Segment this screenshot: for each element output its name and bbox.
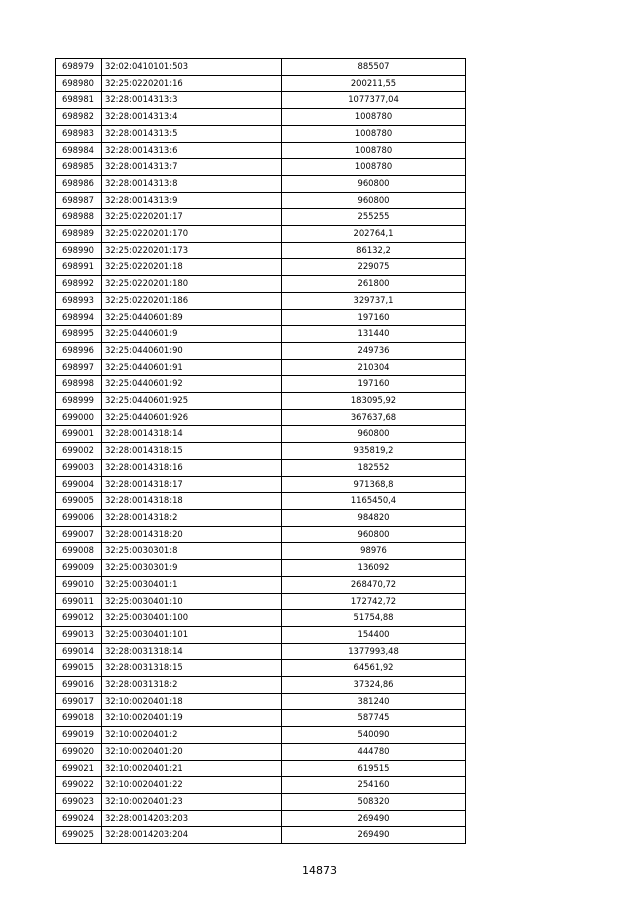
cadastral-value-cell: 1008780 — [282, 159, 466, 176]
row-id-cell: 698999 — [56, 393, 102, 410]
cadastral-value-cell: 200211,55 — [282, 75, 466, 92]
table-row — [56, 426, 466, 443]
cadastral-value-cell: 202764,1 — [282, 226, 466, 243]
table-row — [56, 743, 466, 760]
table-row — [56, 175, 466, 192]
cadastral-value-cell: 268470,72 — [282, 576, 466, 593]
cadastral-value-cell: 381240 — [282, 693, 466, 710]
cadastral-number-cell: 32:25:0440601:926 — [102, 409, 282, 426]
cadastral-value-table — [55, 58, 466, 844]
cadastral-value-cell: 261800 — [282, 276, 466, 293]
row-id-cell: 699013 — [56, 626, 102, 643]
row-id-cell: 699019 — [56, 727, 102, 744]
table-row — [56, 276, 466, 293]
row-id-cell: 699015 — [56, 660, 102, 677]
row-id-cell: 699006 — [56, 509, 102, 526]
cadastral-value-cell: 254160 — [282, 777, 466, 794]
table-row — [56, 560, 466, 577]
cadastral-value-cell: 971368,8 — [282, 476, 466, 493]
cadastral-value-cell: 154400 — [282, 626, 466, 643]
table-row — [56, 677, 466, 694]
table-row — [56, 376, 466, 393]
row-id-cell: 699002 — [56, 443, 102, 460]
row-id-cell: 699009 — [56, 560, 102, 577]
cadastral-value-cell: 64561,92 — [282, 660, 466, 677]
cadastral-number-cell: 32:10:0020401:21 — [102, 760, 282, 777]
row-id-cell: 698984 — [56, 142, 102, 159]
row-id-cell: 698995 — [56, 326, 102, 343]
row-id-cell: 698993 — [56, 292, 102, 309]
table-row — [56, 159, 466, 176]
cadastral-number-cell: 32:25:0440601:925 — [102, 393, 282, 410]
cadastral-value-cell: 269490 — [282, 827, 466, 844]
row-id-cell: 699004 — [56, 476, 102, 493]
row-id-cell: 699020 — [56, 743, 102, 760]
cadastral-number-cell: 32:02:0410101:503 — [102, 59, 282, 76]
cadastral-number-cell: 32:25:0440601:89 — [102, 309, 282, 326]
cadastral-value-cell: 51754,88 — [282, 610, 466, 627]
table-row — [56, 409, 466, 426]
row-id-cell: 698997 — [56, 359, 102, 376]
row-id-cell: 699025 — [56, 827, 102, 844]
row-id-cell: 698980 — [56, 75, 102, 92]
cadastral-number-cell: 32:25:0440601:9 — [102, 326, 282, 343]
row-id-cell: 699012 — [56, 610, 102, 627]
cadastral-number-cell: 32:28:0014318:2 — [102, 509, 282, 526]
table-row — [56, 342, 466, 359]
cadastral-number-cell: 32:25:0220201:17 — [102, 209, 282, 226]
cadastral-value-cell: 1077377,04 — [282, 92, 466, 109]
cadastral-value-cell: 540090 — [282, 727, 466, 744]
cadastral-value-cell: 229075 — [282, 259, 466, 276]
table-row — [56, 693, 466, 710]
cadastral-number-cell: 32:28:0014313:4 — [102, 109, 282, 126]
table-row — [56, 827, 466, 844]
cadastral-number-cell: 32:28:0014313:3 — [102, 92, 282, 109]
table-row — [56, 543, 466, 560]
cadastral-value-cell: 1008780 — [282, 109, 466, 126]
row-id-cell: 699005 — [56, 493, 102, 510]
cadastral-value-cell: 935819,2 — [282, 443, 466, 460]
cadastral-number-cell: 32:28:0014318:18 — [102, 493, 282, 510]
row-id-cell: 699010 — [56, 576, 102, 593]
cadastral-value-cell: 131440 — [282, 326, 466, 343]
table-row — [56, 209, 466, 226]
cadastral-value-cell: 172742,72 — [282, 593, 466, 610]
row-id-cell: 698996 — [56, 342, 102, 359]
cadastral-number-cell: 32:25:0220201:16 — [102, 75, 282, 92]
table-row — [56, 92, 466, 109]
cadastral-number-cell: 32:10:0020401:23 — [102, 793, 282, 810]
row-id-cell: 699007 — [56, 526, 102, 543]
row-id-cell: 698988 — [56, 209, 102, 226]
row-id-cell: 699016 — [56, 677, 102, 694]
row-id-cell: 698985 — [56, 159, 102, 176]
row-id-cell: 698992 — [56, 276, 102, 293]
cadastral-value-cell: 508320 — [282, 793, 466, 810]
table-row — [56, 576, 466, 593]
cadastral-number-cell: 32:10:0020401:2 — [102, 727, 282, 744]
table-row — [56, 242, 466, 259]
cadastral-number-cell: 32:28:0014318:16 — [102, 459, 282, 476]
cadastral-value-cell: 444780 — [282, 743, 466, 760]
row-id-cell: 699024 — [56, 810, 102, 827]
table-row — [56, 727, 466, 744]
row-id-cell: 698990 — [56, 242, 102, 259]
table-row — [56, 626, 466, 643]
cadastral-number-cell: 32:28:0014318:14 — [102, 426, 282, 443]
cadastral-value-cell: 37324,86 — [282, 677, 466, 694]
row-id-cell: 698987 — [56, 192, 102, 209]
cadastral-number-cell: 32:25:0440601:90 — [102, 342, 282, 359]
cadastral-number-cell: 32:25:0220201:186 — [102, 292, 282, 309]
cadastral-number-cell: 32:25:0440601:92 — [102, 376, 282, 393]
cadastral-value-cell: 1008780 — [282, 142, 466, 159]
cadastral-number-cell: 32:25:0030301:9 — [102, 560, 282, 577]
cadastral-number-cell: 32:25:0440601:91 — [102, 359, 282, 376]
table-row — [56, 192, 466, 209]
table-row — [56, 777, 466, 794]
cadastral-value-cell: 255255 — [282, 209, 466, 226]
cadastral-number-cell: 32:28:0014203:203 — [102, 810, 282, 827]
cadastral-value-cell: 960800 — [282, 175, 466, 192]
row-id-cell: 698983 — [56, 125, 102, 142]
row-id-cell: 698989 — [56, 226, 102, 243]
cadastral-number-cell: 32:28:0031318:15 — [102, 660, 282, 677]
row-id-cell: 699008 — [56, 543, 102, 560]
cadastral-value-cell: 197160 — [282, 309, 466, 326]
table-row — [56, 125, 466, 142]
cadastral-value-cell: 367637,68 — [282, 409, 466, 426]
cadastral-value-cell: 960800 — [282, 426, 466, 443]
row-id-cell: 699023 — [56, 793, 102, 810]
table-row — [56, 793, 466, 810]
row-id-cell: 699021 — [56, 760, 102, 777]
row-id-cell: 698991 — [56, 259, 102, 276]
row-id-cell: 698982 — [56, 109, 102, 126]
table-row — [56, 59, 466, 76]
table-row — [56, 610, 466, 627]
cadastral-number-cell: 32:25:0220201:173 — [102, 242, 282, 259]
cadastral-value-cell: 269490 — [282, 810, 466, 827]
cadastral-number-cell: 32:25:0030401:101 — [102, 626, 282, 643]
row-id-cell: 699001 — [56, 426, 102, 443]
cadastral-number-cell: 32:10:0020401:18 — [102, 693, 282, 710]
row-id-cell: 699018 — [56, 710, 102, 727]
cadastral-value-cell: 197160 — [282, 376, 466, 393]
table-row — [56, 259, 466, 276]
cadastral-number-cell: 32:10:0020401:20 — [102, 743, 282, 760]
table-row — [56, 810, 466, 827]
cadastral-number-cell: 32:28:0014313:6 — [102, 142, 282, 159]
row-id-cell: 699022 — [56, 777, 102, 794]
table-row — [56, 309, 466, 326]
cadastral-value-cell: 960800 — [282, 526, 466, 543]
table-row — [56, 509, 466, 526]
cadastral-value-cell: 329737,1 — [282, 292, 466, 309]
cadastral-number-cell: 32:25:0030401:1 — [102, 576, 282, 593]
cadastral-value-cell: 619515 — [282, 760, 466, 777]
cadastral-value-cell: 984820 — [282, 509, 466, 526]
row-id-cell: 699011 — [56, 593, 102, 610]
row-id-cell: 699014 — [56, 643, 102, 660]
row-id-cell: 698998 — [56, 376, 102, 393]
cadastral-number-cell: 32:28:0014318:20 — [102, 526, 282, 543]
table-row — [56, 476, 466, 493]
cadastral-number-cell: 32:28:0014318:15 — [102, 443, 282, 460]
table-row — [56, 326, 466, 343]
table-row — [56, 75, 466, 92]
cadastral-number-cell: 32:25:0220201:170 — [102, 226, 282, 243]
table-row — [56, 493, 466, 510]
cadastral-number-cell: 32:28:0014203:204 — [102, 827, 282, 844]
page-number: 14873 — [302, 864, 337, 877]
table-row — [56, 142, 466, 159]
row-id-cell: 698986 — [56, 175, 102, 192]
row-id-cell: 699017 — [56, 693, 102, 710]
cadastral-number-cell: 32:28:0014313:5 — [102, 125, 282, 142]
table-row — [56, 526, 466, 543]
cadastral-number-cell: 32:28:0014313:9 — [102, 192, 282, 209]
cadastral-number-cell: 32:28:0014313:7 — [102, 159, 282, 176]
cadastral-number-cell: 32:28:0031318:2 — [102, 677, 282, 694]
row-id-cell: 698994 — [56, 309, 102, 326]
cadastral-value-cell: 587745 — [282, 710, 466, 727]
table-body — [56, 59, 466, 844]
cadastral-number-cell: 32:25:0030401:100 — [102, 610, 282, 627]
cadastral-number-cell: 32:28:0014318:17 — [102, 476, 282, 493]
table-row — [56, 760, 466, 777]
cadastral-value-cell: 249736 — [282, 342, 466, 359]
cadastral-number-cell: 32:28:0031318:14 — [102, 643, 282, 660]
cadastral-value-cell: 1165450,4 — [282, 493, 466, 510]
cadastral-value-cell: 960800 — [282, 192, 466, 209]
cadastral-value-cell: 86132,2 — [282, 242, 466, 259]
cadastral-number-cell: 32:10:0020401:19 — [102, 710, 282, 727]
table-row — [56, 459, 466, 476]
table-row — [56, 109, 466, 126]
row-id-cell: 698981 — [56, 92, 102, 109]
table-row — [56, 359, 466, 376]
cadastral-value-cell: 885507 — [282, 59, 466, 76]
row-id-cell: 699000 — [56, 409, 102, 426]
table-row — [56, 710, 466, 727]
table-row — [56, 226, 466, 243]
cadastral-value-cell: 210304 — [282, 359, 466, 376]
table-row — [56, 292, 466, 309]
cadastral-number-cell: 32:25:0220201:18 — [102, 259, 282, 276]
table-row — [56, 593, 466, 610]
table-row — [56, 443, 466, 460]
cadastral-value-cell: 182552 — [282, 459, 466, 476]
cadastral-value-cell: 136092 — [282, 560, 466, 577]
cadastral-number-cell: 32:25:0030401:10 — [102, 593, 282, 610]
cadastral-number-cell: 32:10:0020401:22 — [102, 777, 282, 794]
cadastral-number-cell: 32:25:0220201:180 — [102, 276, 282, 293]
cadastral-value-cell: 1377993,48 — [282, 643, 466, 660]
row-id-cell: 698979 — [56, 59, 102, 76]
table-row — [56, 660, 466, 677]
cadastral-value-cell: 183095,92 — [282, 393, 466, 410]
table-row — [56, 393, 466, 410]
cadastral-number-cell: 32:28:0014313:8 — [102, 175, 282, 192]
table-row — [56, 643, 466, 660]
row-id-cell: 699003 — [56, 459, 102, 476]
cadastral-value-cell: 1008780 — [282, 125, 466, 142]
cadastral-number-cell: 32:25:0030301:8 — [102, 543, 282, 560]
cadastral-value-cell: 98976 — [282, 543, 466, 560]
